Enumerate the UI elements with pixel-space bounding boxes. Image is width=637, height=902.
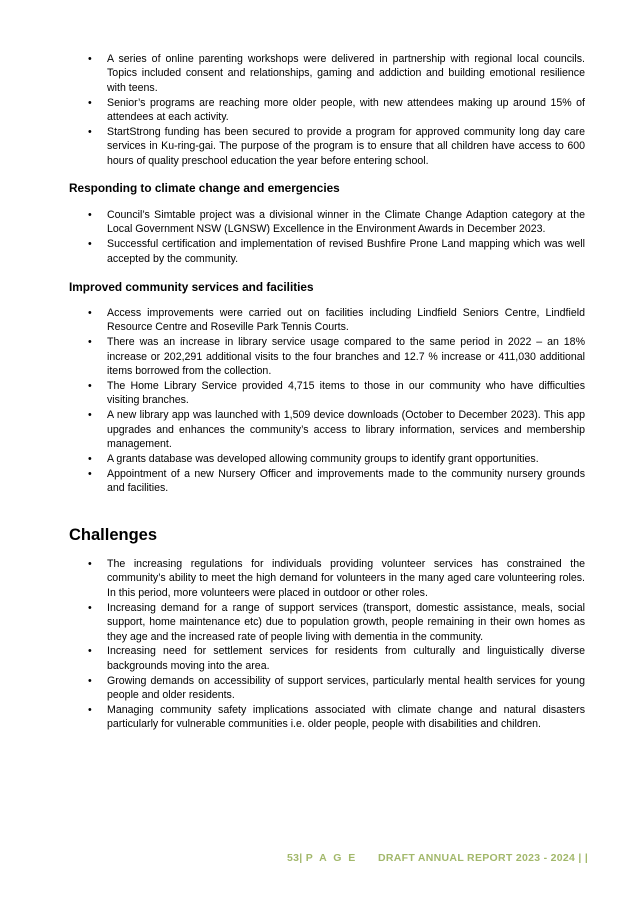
list-item-text: Increasing demand for a range of support services (transport, domestic assistance, meals, social support, home maintenance etc) due to population growth, people remaining in their own homes as they age and the increased rate of people living with dementia in the community. <box>107 601 585 643</box>
list-item <box>88 557 585 600</box>
challenges-list <box>88 557 585 732</box>
heading-climate: Responding to climate change and emergencies <box>69 181 340 195</box>
bullet-icon: • <box>88 307 92 319</box>
footer-page-label <box>287 852 357 864</box>
page-number: 53 <box>287 852 300 864</box>
list-item-text: Appointment of a new Nursery Officer and improvements made to the community nursery grounds and facilities. <box>107 467 585 495</box>
list-item-text: Increasing need for settlement services for residents from culturally and linguistically diverse backgrounds moving into the area. <box>107 645 585 672</box>
list-item <box>88 674 585 703</box>
bullet-icon: • <box>88 674 92 687</box>
list-item <box>88 452 585 466</box>
footer-separator: | <box>299 852 303 864</box>
list-item <box>88 644 585 673</box>
list-item <box>88 335 585 378</box>
list-item-text: The increasing regulations for individuals providing volunteer services has constrained the community’s ability to meet the high demand for volunteers in the many aged care volunteering roles. In this period, more volunteers were placed in outdoor or other roles. <box>107 558 585 599</box>
report-title: DRAFT ANNUAL REPORT 2023 - 2024 <box>378 852 576 864</box>
bullet-icon: • <box>88 53 92 65</box>
bullet-icon: • <box>88 453 92 466</box>
section2-list <box>88 208 585 267</box>
bullet-icon: • <box>88 558 92 570</box>
list-item <box>88 601 585 644</box>
bullet-icon: • <box>88 704 92 717</box>
list-item-text: There was an increase in library service usage compared to the same period in 2022 – an 18% increase or 202,291 additional visits to the four branches and 12.7 % increase or 411,030 additional items borrowed from the collection. <box>107 336 585 378</box>
bullet-icon: • <box>88 336 92 349</box>
list-item <box>88 306 585 335</box>
bullet-icon: • <box>88 96 92 109</box>
page-word: P A G E <box>305 852 358 864</box>
bullet-icon: • <box>88 601 92 614</box>
list-item <box>88 208 585 237</box>
bullet-icon: • <box>88 467 92 480</box>
list-item <box>88 408 585 451</box>
list-item-text: A series of online parenting workshops were delivered in partnership with regional local councils. Topics included consent and relationships, gaming and addiction and building emotional resilience with teens. <box>107 53 585 94</box>
heading-community-services: Improved community services and facilities <box>69 280 314 294</box>
list-item <box>88 52 585 95</box>
list-item <box>88 703 585 732</box>
list-item <box>88 125 585 168</box>
footer-trailing: | | <box>578 852 589 864</box>
list-item-text: A new library app was launched with 1,509 device downloads (October to December 2023). This app upgrades and enhances the community’s access to library information, services and membership management. <box>107 409 585 451</box>
bullet-icon: • <box>88 409 92 422</box>
bullet-icon: • <box>88 209 92 221</box>
bullet-icon: • <box>88 645 92 658</box>
list-item-text: Managing community safety implications associated with climate change and natural disasters particularly for vulnerable communities i.e. older people, people with disabilities and children. <box>107 704 585 731</box>
list-item <box>88 237 585 266</box>
list-item-text: Council’s Simtable project was a divisional winner in the Climate Change Adaption category at the Local Government NSW (LGNSW) Excellence in the Environment Awards in December 2023. <box>107 209 585 236</box>
bullet-icon: • <box>88 238 92 251</box>
list-item-text: Senior’s programs are reaching more older people, with new attendees making up around 15% of attendees at each activity. <box>107 96 585 124</box>
footer-report-title <box>378 852 588 864</box>
list-item-text: The Home Library Service provided 4,715 items to those in our community who have difficulties visiting branches. <box>107 380 585 407</box>
section3-list <box>88 306 585 496</box>
list-item <box>88 379 585 408</box>
list-item-text: A grants database was developed allowing community groups to identify grant opportunities. <box>107 453 539 466</box>
list-item-text: Successful certification and implementation of revised Bushfire Prone Land mapping which was well accepted by the community. <box>107 238 585 265</box>
section1-list <box>88 52 585 169</box>
list-item-text: Growing demands on accessibility of support services, particularly mental health services for young people and older residents. <box>107 674 585 702</box>
heading-challenges: Challenges <box>69 526 158 544</box>
list-item-text: StartStrong funding has been secured to provide a program for approved community long day care services in Ku-ring-gai. The purpose of the program is to ensure that all children have access to 600 hours of quality preschool education the year before entering school. <box>107 126 585 167</box>
bullet-icon: • <box>88 380 92 393</box>
list-item <box>88 467 585 496</box>
bullet-icon: • <box>88 126 92 139</box>
list-item <box>88 96 585 125</box>
list-item-text: Access improvements were carried out on facilities including Lindfield Seniors Centre, Lindfield Resource Centre and Roseville Park Tennis Courts. <box>107 307 585 334</box>
